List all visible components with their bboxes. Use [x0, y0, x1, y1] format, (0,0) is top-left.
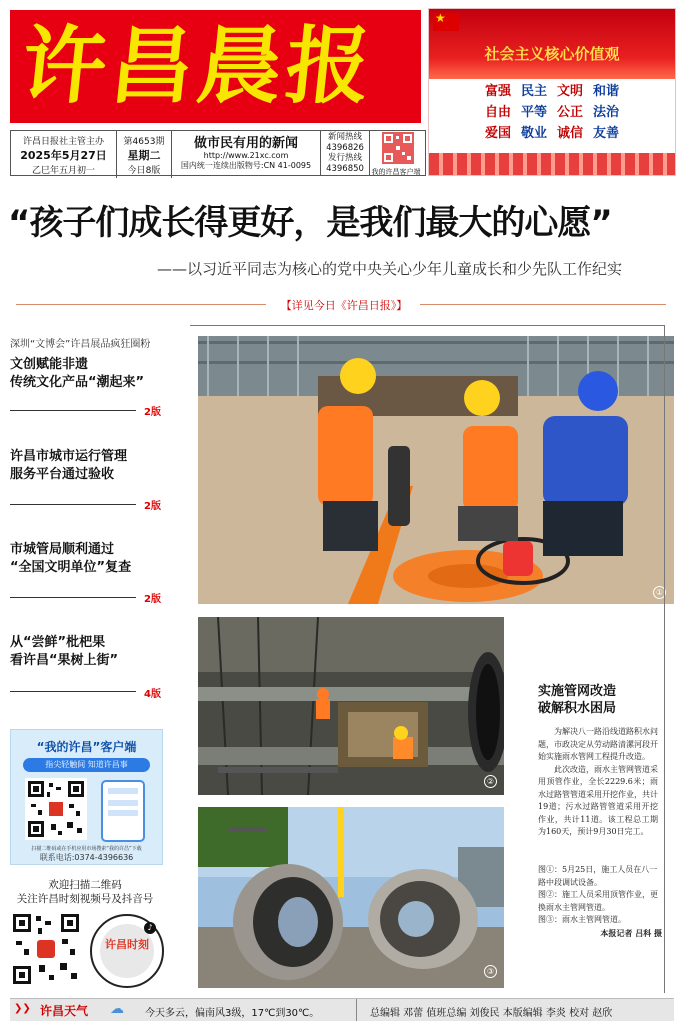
feature-paragraph: 此次改造，雨水主管网管道采用顶管作业，全长2229.6米；雨水过路管管道采用开挖作业，共计19道；污水过路管管道采用开挖作业，共计11道。该工程总工期为160天，预计9月30日完工。: [538, 764, 658, 836]
page-ref[interactable]: 2版: [144, 594, 161, 605]
ad-phone: 联系电话:0374-4396636: [39, 853, 134, 862]
value-word: 爱国: [484, 126, 511, 141]
news-item[interactable]: [10, 448, 190, 484]
photo-workers-testing-pump[interactable]: [198, 336, 674, 604]
values-row: [429, 123, 675, 144]
scan-text: 关注许昌时刻视频号及抖音号: [16, 893, 154, 905]
photo-credit: 本报记者 吕科 摄: [600, 927, 662, 938]
masthead: [10, 10, 421, 123]
value-word: 友善: [593, 126, 620, 141]
page-ref[interactable]: 2版: [144, 407, 161, 418]
page-count: 今日8版: [127, 166, 161, 176]
news-headline-line: 许昌市城市运行管理: [10, 449, 128, 464]
news-item[interactable]: [10, 634, 190, 670]
divider: [420, 304, 666, 305]
news-item[interactable]: [10, 335, 190, 392]
bottom-bar: [10, 998, 674, 1021]
core-values-panel: [428, 8, 676, 176]
divider: [10, 410, 136, 411]
ad-title: “我的许昌”客户端: [36, 740, 137, 754]
photo-number: ③: [484, 965, 497, 978]
news-hotline-label: 新闻热线: [327, 132, 362, 142]
lead-headline[interactable]: “孩子们成长得更好，是我们最大的心愿”: [8, 203, 612, 243]
value-word: 法治: [593, 105, 620, 120]
cloud-icon: ☁: [110, 1001, 124, 1017]
news-headline-line: 传统文化产品“潮起来”: [10, 375, 145, 390]
values-grid: [429, 81, 675, 144]
newspaper-title: 许昌晨报: [16, 16, 380, 115]
app-qr-code[interactable]: [25, 778, 87, 840]
photo-number: ②: [484, 775, 497, 788]
distribution-hotline-label: 发行热线: [327, 153, 362, 163]
photo-caption: 图②：施工人员采用顶管作业，更换雨水主管网管道。: [538, 890, 658, 912]
news-headline-line: 看许昌“果树上街”: [10, 653, 119, 668]
flag-icon: [433, 13, 459, 31]
feature-paragraph: 为解决八一路沿线道路积水问题，市政决定从劳动路清漯河段开始实施雨水管网工程提升改造。: [538, 727, 658, 761]
client-qr-code[interactable]: [382, 132, 414, 164]
scan-text: 欢迎扫描二维码: [48, 879, 122, 891]
weekday: 星期二: [127, 149, 161, 162]
ad-note: 扫描二维码或在手机应用市场搜索“我的许昌”下载: [31, 846, 142, 852]
video-qr-code[interactable]: [10, 911, 82, 987]
feature-title-line: 实施管网改造: [538, 684, 617, 699]
values-title: 社会主义核心价值观: [484, 45, 620, 63]
value-word: 敬业: [520, 126, 547, 141]
chevron-icon: ❯❯: [14, 1003, 31, 1014]
xuchang-moment-logo: [90, 914, 164, 988]
issue-number: 第4653期: [123, 137, 165, 147]
frame-line: [664, 325, 665, 993]
divider: [10, 597, 136, 598]
value-word: 诚信: [557, 126, 584, 141]
feature-title[interactable]: [538, 683, 678, 717]
issue-date: 2025年5月27日: [20, 149, 107, 162]
weather-label: 许昌天气: [40, 1004, 89, 1018]
website-link[interactable]: http://www.21xc.com: [203, 151, 289, 160]
news-headline-line: 服务平台通过验收: [10, 467, 115, 482]
value-word: 平等: [520, 105, 547, 120]
news-hotline: 4396826: [326, 142, 364, 153]
distribution-hotline: 4396850: [326, 163, 364, 174]
value-word: 公正: [557, 105, 584, 120]
divider: [16, 304, 266, 305]
values-row: [429, 81, 675, 102]
photo-caption: 图③：雨水主管网管道。: [538, 915, 626, 924]
app-ad[interactable]: [10, 729, 163, 865]
scan-prompt: [10, 878, 160, 906]
client-label: 我的许昌客户端: [371, 168, 421, 176]
value-word: 文明: [557, 84, 584, 99]
photo-captions: [538, 864, 662, 939]
news-item[interactable]: [10, 541, 190, 577]
photo-caption: 图①：5月25日，施工人员在八一路中段调试设备。: [538, 865, 658, 887]
news-headline-line: 市城管局顺利通过: [10, 542, 115, 557]
phone-icon: [101, 780, 145, 842]
see-more-note[interactable]: 【详见今日《许昌日报》】: [280, 299, 408, 312]
divider: [10, 691, 136, 692]
feature-title-line: 破解积水困局: [538, 701, 617, 716]
tiktok-icon: ♪: [144, 922, 156, 934]
logo-text: 许昌时刻: [105, 938, 149, 951]
values-row: [429, 102, 675, 123]
news-headline-line: 从“尝鲜”枇杷果: [10, 635, 106, 650]
lunar-date: 乙巳年五月初一: [31, 166, 95, 176]
photo-pipe-jacking-work[interactable]: [198, 617, 504, 795]
news-kicker: 深圳“文博会”许昌展品疯狂圈粉: [10, 339, 151, 350]
photo-number: ①: [653, 586, 666, 599]
slogan: 做市民有用的新闻: [193, 136, 298, 151]
values-wave-decoration: [429, 153, 675, 175]
page-ref[interactable]: 2版: [144, 501, 161, 512]
info-strip: [10, 130, 426, 176]
photo-rainwater-pipes[interactable]: [198, 807, 504, 988]
publisher: 许昌日报社主管主办: [22, 137, 104, 147]
value-word: 自由: [484, 105, 511, 120]
divider: [356, 999, 357, 1021]
weather-forecast: 今天多云，偏南风3级，17℃到30℃。: [145, 1008, 320, 1019]
value-word: 和谐: [593, 84, 620, 99]
lead-subheadline: ——以习近平同志为核心的党中央关心少年儿童成长和少先队工作纪实: [156, 260, 622, 278]
frame-line: [190, 325, 664, 326]
staff-credits: 总编辑 邓蕾 值班总编 刘俊民 本版编辑 李炎 校对 赵欣: [370, 1008, 613, 1019]
value-word: 富强: [484, 84, 511, 99]
cn-number: 国内统一连续出版物号:CN 41-0095: [180, 161, 312, 170]
divider: [10, 504, 136, 505]
ad-tagline: 指尖轻触间 知道许昌事: [23, 758, 150, 772]
feature-body: [538, 726, 658, 839]
value-word: 民主: [520, 84, 547, 99]
page-ref[interactable]: 4版: [144, 689, 161, 700]
news-headline-line: “全国文明单位”复查: [10, 560, 132, 575]
news-headline-line: 文创赋能非遗: [10, 357, 89, 372]
